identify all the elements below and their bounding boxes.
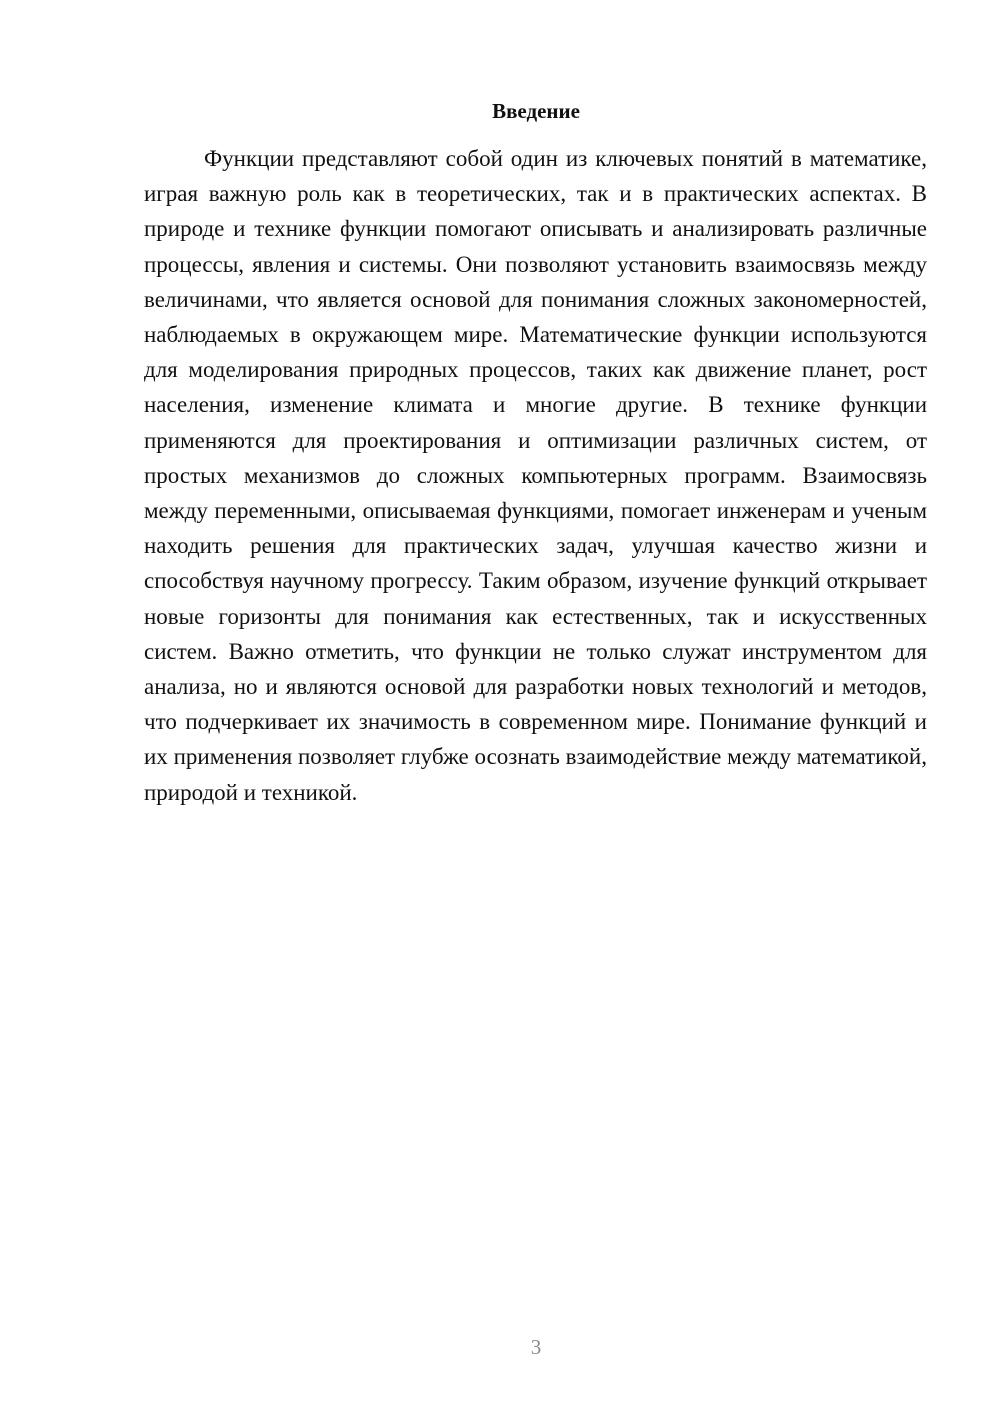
section-title: Введение — [492, 99, 580, 123]
page-number: 3 — [530, 1335, 542, 1359]
body-paragraph: Функции представляют собой один из ключевых понятий в математике, играя важную роль как в теоретических, так и в практических аспектах. В природе и технике функции помогают описывать и анализировать различные процессы, явления и системы. Они позволяют установить взаимосвязь между величинами, что является основой для понимания сложных закономерностей, наблюдаемых в окружающем мире. Математические функции используются для моделирования природных процессов, таких как движение планет, рост населения, изменение климата и многие другие. В технике функции применяются для проектирования и оптимизации различных систем, от простых механизмов до сложных компьютерных программ. Взаимосвязь между переменными, описываемая функциями, помогает инженерам и ученым находить решения для практических задач, улучшая качество жизни и способствуя научному прогрессу. Таким образом, изучение функций открывает новые горизонты для понимания как естественных, так и искусственных систем. Важно отметить, что функции не только служат инструментом для анализа, но и являются основой для разработки новых технологий и методов, что подчеркивает их значимость в современном мире. Понимание функций и их применения позволяет глубже осознать взаимодействие между математикой, природой и техникой. — [144, 146, 927, 805]
